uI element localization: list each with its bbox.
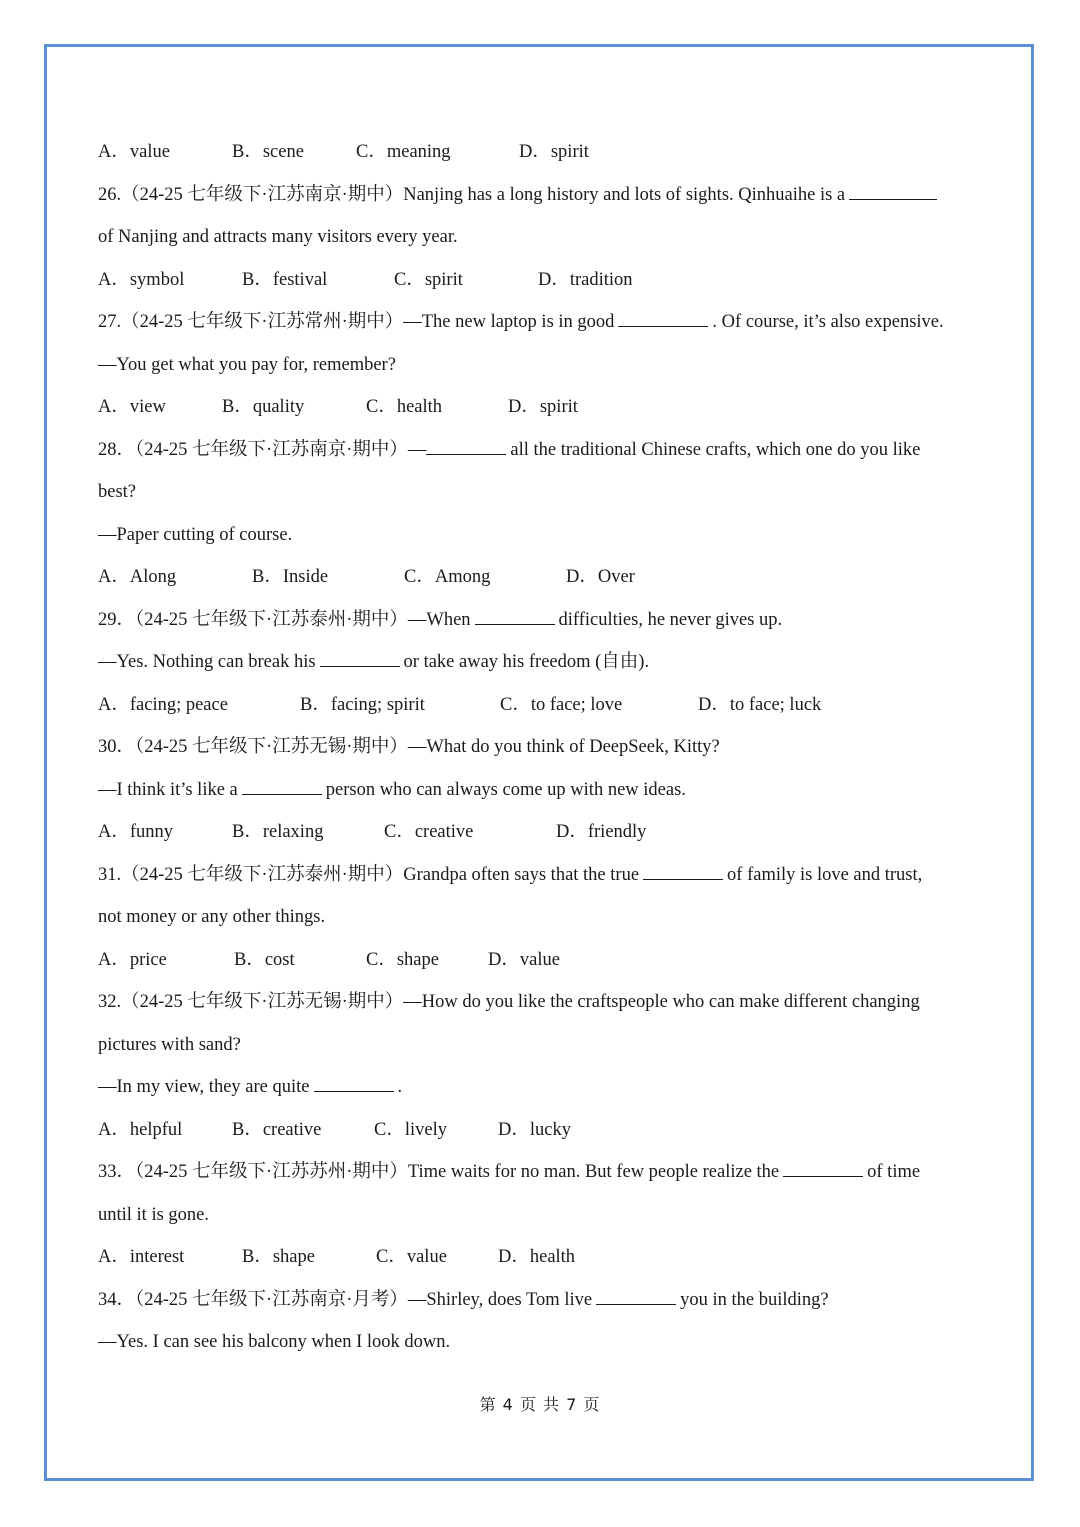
option-c: C．to face; love: [500, 694, 623, 715]
question-text: 26.（24-25 七年级下·江苏南京·期中）Nanjing has a long history and lots of sights. Qinhuaihe is a: [98, 184, 846, 205]
question-text-end: all the traditional Chinese crafts, which one do you like: [510, 439, 921, 460]
options-row: [98, 386, 984, 429]
option-a: A．funny: [98, 822, 174, 842]
options-row: [98, 1236, 984, 1279]
option-b: B．festival: [242, 269, 328, 290]
question-text-end: of family is love and trust,: [727, 864, 923, 885]
option-c: C．shape: [366, 949, 439, 970]
question-text-end: difficulties, he never gives up.: [558, 609, 783, 630]
option-a: A．view: [98, 397, 166, 417]
question-text-end: you in the building?: [680, 1289, 829, 1310]
answer-blank: [783, 1175, 863, 1177]
question-text: 29．（24-25 七年级下·江苏泰州·期中）—When: [98, 609, 471, 630]
option-a: A．helpful: [98, 1119, 183, 1140]
question-29: [98, 599, 984, 642]
option-a: A．interest: [98, 1247, 185, 1267]
option-b: B．shape: [242, 1247, 315, 1267]
option-d: D．tradition: [538, 269, 633, 290]
question-list: [98, 131, 984, 1364]
dialogue-reply: [98, 1066, 984, 1109]
dialogue-reply: [98, 769, 984, 812]
option-d: D．value: [488, 949, 560, 970]
question-continuation: of Nanjing and attracts many visitors every year.: [98, 227, 458, 247]
option-a: A．facing; peace: [98, 694, 228, 715]
question-continuation: best?: [98, 482, 137, 502]
option-c: C．value: [376, 1247, 447, 1267]
option-d: D．friendly: [556, 822, 647, 842]
dialogue-reply: [98, 641, 984, 684]
option-c: C．lively: [374, 1119, 447, 1140]
answer-blank: [426, 453, 506, 455]
answer-blank: [618, 325, 708, 327]
question-26: [98, 174, 984, 217]
options-row: [98, 811, 984, 854]
question-31: [98, 854, 984, 897]
option-c: C．health: [366, 397, 443, 417]
question-text: 31.（24-25 七年级下·江苏泰州·期中）Grandpa often says that the true: [98, 864, 640, 885]
dialogue-reply: —You get what you pay for, remember?: [98, 354, 396, 375]
options-row: [98, 131, 984, 174]
options-row: [98, 684, 984, 727]
answer-blank: [475, 623, 555, 625]
option-a: A．symbol: [98, 269, 185, 290]
reply-text-end: person who can always come up with new ideas.: [325, 779, 686, 800]
answer-blank: [643, 878, 723, 880]
question-text: 27.（24-25 七年级下·江苏常州·期中）—The new laptop is in good: [98, 312, 615, 332]
option-d: D．lucky: [498, 1119, 571, 1140]
question-continuation: not money or any other things.: [98, 907, 326, 927]
answer-blank: [849, 198, 937, 200]
option-b: B．Inside: [252, 567, 329, 587]
option-c: C．creative: [384, 822, 474, 842]
question-text-end: of time: [867, 1162, 921, 1182]
dialogue-reply: —Paper cutting of course.: [98, 524, 293, 545]
question-32: 32.（24-25 七年级下·江苏无锡·期中）—How do you like the craftspeople who can make different changing: [98, 992, 920, 1012]
answer-blank: [596, 1303, 676, 1305]
option-d: D．spirit: [508, 397, 578, 417]
option-b: B．facing; spirit: [300, 694, 425, 715]
answer-blank: [320, 665, 400, 667]
option-d: D．spirit: [519, 142, 589, 162]
question-text: 28．（24-25 七年级下·江苏南京·期中）—: [98, 439, 427, 460]
option-a: A．Along: [98, 567, 177, 587]
question-continuation: pictures with sand?: [98, 1034, 241, 1055]
reply-text: —Yes. Nothing can break his: [98, 652, 316, 672]
option-c: C．Among: [404, 567, 491, 587]
page-number-footer: 第 4 页 共 7 页: [479, 1395, 601, 1414]
option-d: D．Over: [566, 567, 635, 587]
question-34: [98, 1279, 984, 1322]
option-a: A．price: [98, 949, 167, 970]
options-row: [98, 556, 984, 599]
question-text: 33．（24-25 七年级下·江苏苏州·期中）Time waits for no man. But few people realize the: [98, 1162, 780, 1182]
question-28: [98, 429, 984, 472]
reply-text: —I think it’s like a: [98, 779, 238, 800]
answer-blank: [314, 1090, 394, 1092]
dialogue-reply: —Yes. I can see his balcony when I look down.: [98, 1332, 451, 1352]
question-text-end: . Of course, it’s also expensive.: [712, 312, 944, 332]
reply-text-end: or take away his freedom (自由).: [403, 652, 650, 672]
option-d: D．health: [498, 1247, 576, 1267]
question-27: [98, 301, 984, 344]
option-c: C．spirit: [394, 269, 463, 290]
question-continuation: until it is gone.: [98, 1204, 209, 1225]
reply-text: —In my view, they are quite: [98, 1077, 310, 1097]
option-d: D．to face; luck: [698, 694, 822, 715]
option-b: B．relaxing: [232, 822, 324, 842]
option-c: C．meaning: [356, 142, 451, 162]
reply-text-end: .: [397, 1077, 403, 1097]
question-text: 34．（24-25 七年级下·江苏南京·月考）—Shirley, does Tom live: [98, 1289, 593, 1310]
answer-blank: [242, 793, 322, 795]
question-33: [98, 1151, 984, 1194]
options-row: [98, 259, 984, 302]
option-b: B．cost: [234, 949, 295, 970]
option-a: A．value: [98, 142, 170, 162]
options-row: [98, 939, 984, 982]
option-b: B．creative: [232, 1119, 322, 1140]
option-b: B．scene: [232, 142, 304, 162]
options-row: [98, 1109, 984, 1152]
option-b: B．quality: [222, 397, 305, 417]
question-30: 30．（24-25 七年级下·江苏无锡·期中）—What do you think of DeepSeek, Kitty?: [98, 737, 720, 757]
